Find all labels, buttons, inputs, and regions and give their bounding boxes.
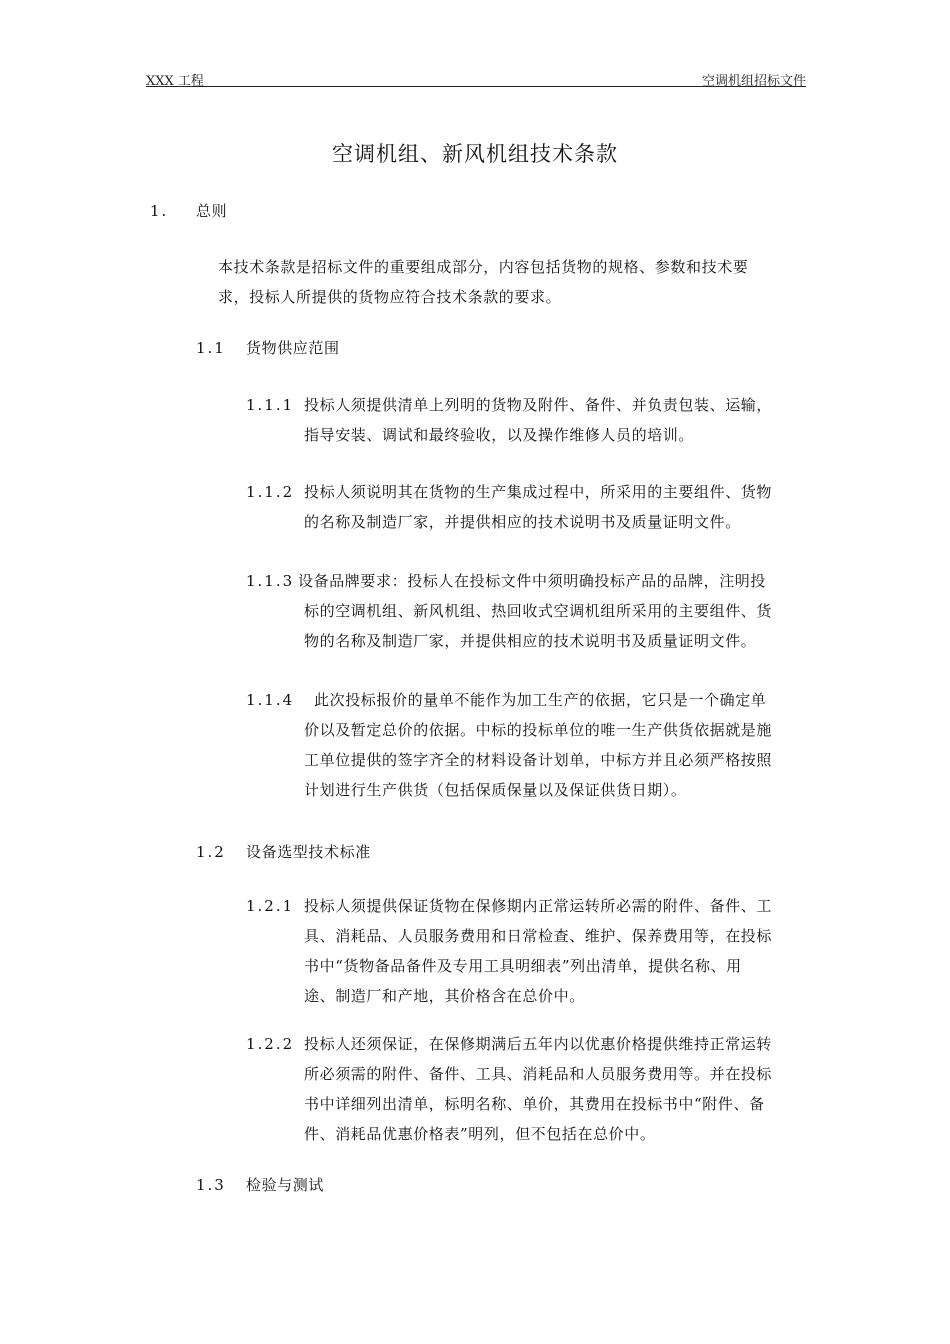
clause-line: 计划进行生产供货（包括保质保量以及保证供货日期）。 [304, 781, 687, 799]
clause-line: 投标人须说明其在货物的生产集成过程中，所采用的主要组件、货物 [304, 483, 773, 501]
section-number: 1. [150, 202, 169, 220]
clause-line: 书中详细列出清单，标明名称、单价，其费用在投标书中“附件、备 [304, 1095, 765, 1113]
clause-line: 投标人须提供清单上列明的货物及附件、备件、并负责包装、运输， [304, 396, 773, 414]
clause-line: 标的空调机组、新风机组、热回收式空调机组所采用的主要组件、货 [304, 602, 773, 620]
section-number: 1.1 [196, 339, 226, 357]
clause-1-1-3 [246, 566, 826, 656]
clause-line: 指导安装、调试和最终验收，以及操作维修人员的培训。 [304, 426, 695, 444]
clause-1-1-4 [246, 685, 826, 805]
paragraph-line: 本技术条款是招标文件的重要组成部分，内容包括货物的规格、参数和技术要 [218, 258, 749, 276]
section-title: 总则 [196, 202, 228, 220]
clause-line: 设备品牌要求：投标人在投标文件中须明确投标产品的品牌，注明投 [298, 572, 767, 590]
section-number: 1.3 [196, 1176, 226, 1194]
clause-number: 1.1.1 [246, 396, 295, 414]
header-document-name: 空调机组招标文件 [701, 74, 806, 89]
section-title: 设备选型技术标准 [246, 843, 371, 861]
clause-line: 投标人还须保证，在保修期满后五年内以优惠价格提供维持正常运转 [304, 1035, 773, 1053]
page-header [146, 70, 806, 87]
clause-line: 投标人须提供保证货物在保修期内正常运转所必需的附件、备件、工 [304, 897, 773, 915]
clause-1-2-1 [246, 891, 826, 1011]
section-title: 检验与测试 [246, 1176, 325, 1194]
paragraph-line: 求，投标人所提供的货物应符合技术条款的要求。 [218, 288, 562, 306]
clause-line: 工单位提供的签字齐全的材料设备计划单，中标方并且必须严格按照 [304, 751, 773, 769]
clause-line: 所必须需的附件、备件、工具、消耗品和人员服务费用等。并在投标 [304, 1065, 773, 1083]
clause-line: 价以及暂定总价的依据。中标的投标单位的唯一生产供货依据就是施 [304, 721, 773, 739]
section-1-1-heading [196, 333, 596, 363]
clause-line: 件、消耗品优惠价格表”明列，但不包括在总价中。 [304, 1125, 656, 1143]
section-1-heading [150, 196, 450, 226]
clause-1-1-2 [246, 477, 826, 537]
clause-line: 书中“货物备品备件及专用工具明细表”列出清单，提供名称、用 [304, 957, 742, 975]
section-1-3-heading [196, 1170, 596, 1200]
clause-number: 1.2.2 [246, 1035, 295, 1053]
clause-1-2-2 [246, 1029, 826, 1149]
clause-number: 1.1.3 [246, 572, 295, 590]
clause-line: 物的名称及制造厂家，并提供相应的技术说明书及质量证明文件。 [304, 632, 757, 650]
clause-number: 1.1.2 [246, 483, 295, 501]
section-1-2-heading [196, 837, 596, 867]
clause-number: 1.1.4 [246, 691, 295, 709]
section-number: 1.2 [196, 843, 226, 861]
clause-number: 1.2.1 [246, 897, 295, 915]
clause-line: 的名称及制造厂家，并提供相应的技术说明书及质量证明文件。 [304, 513, 741, 531]
document-title: 空调机组、新风机组技术条款 [332, 142, 618, 166]
clause-line: 此次投标报价的量单不能作为加工生产的依据，它只是一个确定单 [314, 691, 767, 709]
clause-1-1-1 [246, 390, 826, 450]
section-title: 货物供应范围 [246, 339, 340, 357]
header-project-name: XXX 工程 [146, 74, 204, 89]
clause-line: 途、制造厂和产地，其价格含在总价中。 [304, 987, 585, 1005]
intro-paragraph [218, 252, 748, 312]
clause-line: 具、消耗品、人员服务费用和日常检查、维护、保养费用等，在投标 [304, 927, 773, 945]
